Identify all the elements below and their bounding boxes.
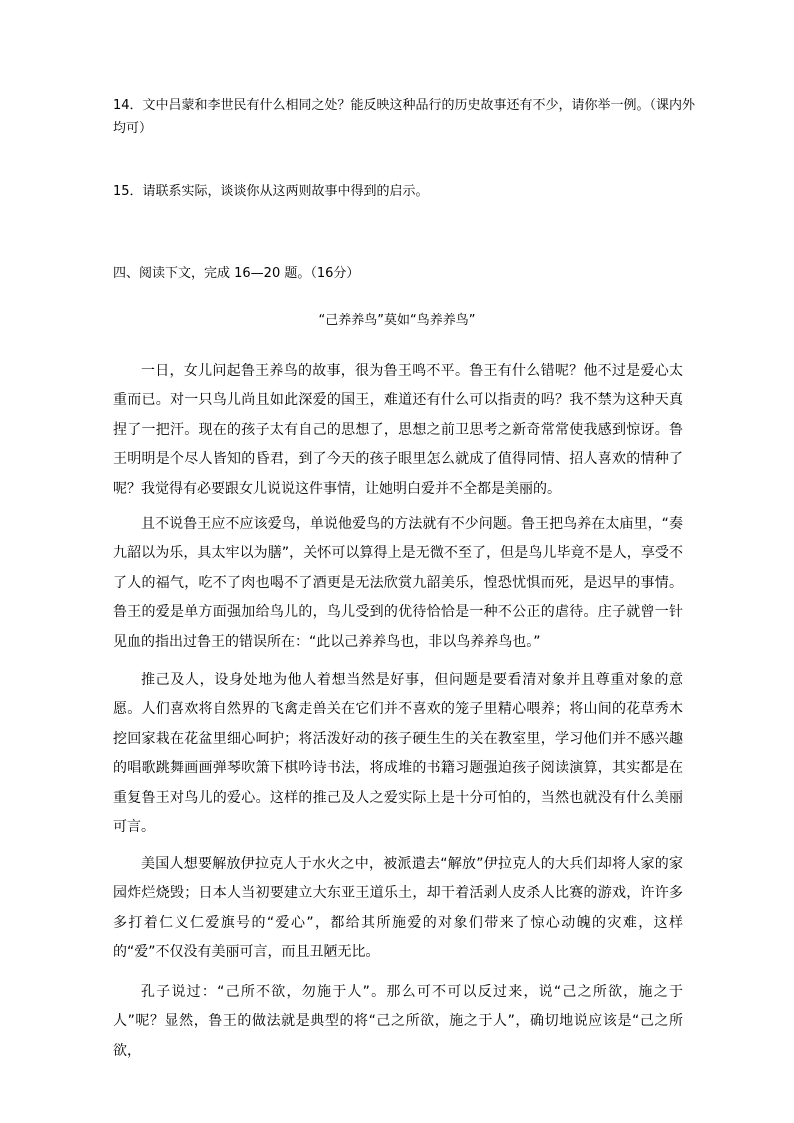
section-heading: 四、阅读下文，完成 16—20 题。（16分） — [113, 266, 360, 281]
article-paragraph: 且不说鲁王应不应该爱鸟，单说他爱鸟的方法就有不少问题。鲁王把鸟养在太庙里，“奏九韶以为乐，具太牢以为膳”，关怀可以算得上是无微不至了，但是鸟儿毕竟不是人，享受不了人的福气，吃不了肉也喝不了酒更是无法欣赏九韶美乐，惶恐忧惧而死，是迟早的事情。鲁王的爱是单方面强加给鸟儿的，鸟儿受到的优待恰恰是一种不公正的虐待。庄子就曾一针见血的指出过鲁王的错误所在：“此以己养养鸟也，非以鸟养养鸟也。” — [113, 516, 683, 650]
question-15: 15．请联系实际，谈谈你从这两则故事中得到的启示。 — [113, 184, 429, 199]
article-paragraph: 一日，女儿问起鲁王养鸟的故事，很为鲁王鸣不平。鲁王有什么错呢？他不过是爱心太重而已。对一只鸟儿尚且如此深爱的国王，难道还有什么可以指责的吗？我不禁为这种天真捏了一把汗。现在的孩子太有自己的思想了，思想之前卫思考之新奇常常使我感到惊讶。鲁王明明是个尽人皆知的昏君，到了今天的孩子眼里怎么就成了值得同情、招人喜欢的情种了呢？我觉得有必要跟女儿说说这件事情，让她明白爱并不全都是美丽的。 — [113, 363, 683, 497]
article-title: “己养养鸟”莫如“鸟养养鸟” — [318, 313, 476, 328]
article-paragraph: 孔子说过：“己所不欲，勿施于人”。那么可不可以反过来，说“己之所欲，施之于人”呢？显然，鲁王的做法就是典型的将“己之所欲，施之于人”，确切地说应该是“己之所欲， — [113, 984, 683, 1059]
article-paragraph: 推己及人，设身处地为他人着想当然是好事，但问题是要看清对象并且尊重对象的意愿。人们喜欢将自然界的飞禽走兽关在它们并不喜欢的笼子里精心喂养；将山间的花草秀木挖回家栽在花盆里细心呵护；将活泼好动的孩子硬生生的关在教室里，学习他们并不感兴趣的唱歌跳舞画画弹琴吹箫下棋吟诗书法，将成堆的书籍习题强迫孩子阅读演算，其实都是在重复鲁王对鸟儿的爱心。这样的推己及人之爱实际上是十分可怕的，当然也就没有什么美丽可言。 — [113, 672, 683, 836]
article-paragraph: 美国人想要解放伊拉克人于水火之中，被派遣去“解放”伊拉克人的大兵们却将人家的家园炸烂烧毁；日本人当初要建立大东亚王道乐土，却干着活剥人皮杀人比赛的游戏，许许多多打着仁义仁爱旗号的“爱心”，都给其所施爱的对象们带来了惊心动魄的灾难，这样的“爱”不仅没有美丽可言，而且丑陋无比。 — [113, 856, 683, 961]
question-14: 14．文中吕蒙和李世民有什么相同之处？能反映这种品行的历史故事还有不少，请你举一例。（课内外均可） — [113, 98, 696, 136]
